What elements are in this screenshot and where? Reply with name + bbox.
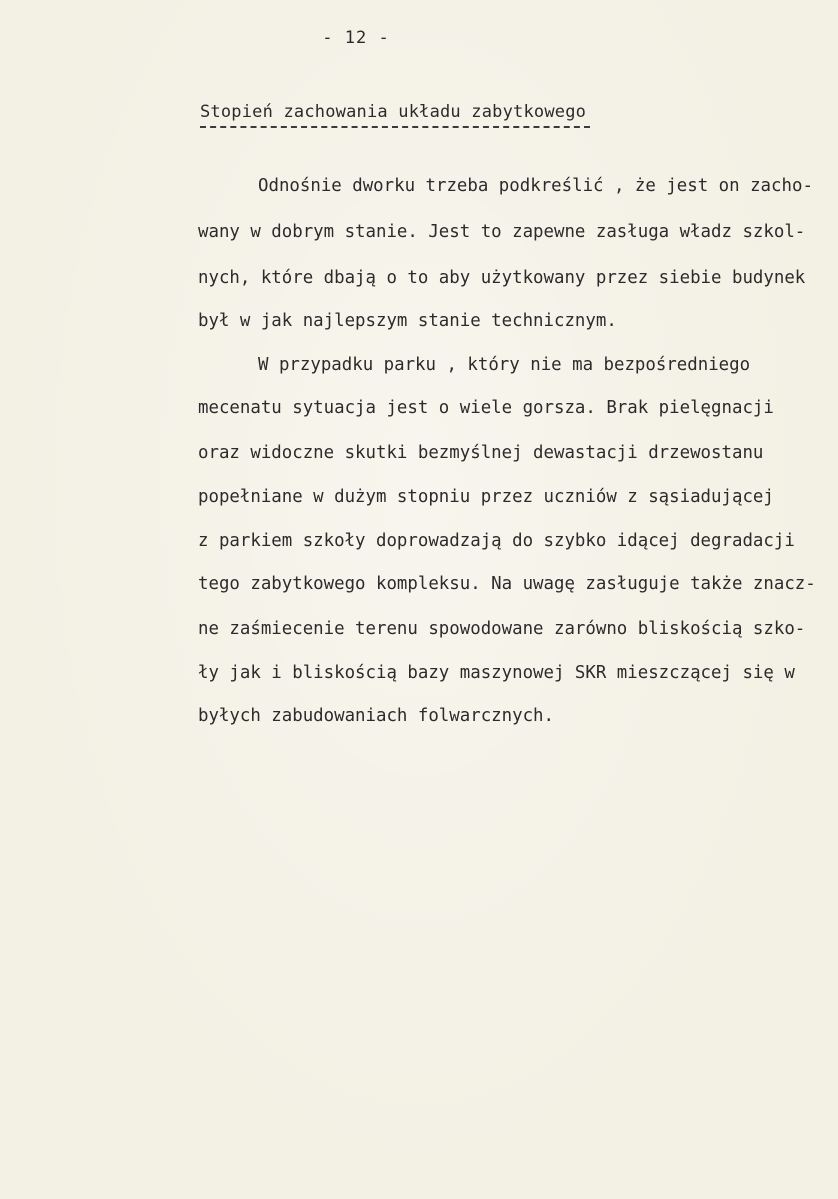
section-heading: Stopień zachowania układu zabytkowego bbox=[200, 102, 587, 122]
paragraph-2-line-7: ne zaśmiecenie terenu spowodowane zarówno bliskością szko- bbox=[198, 619, 806, 639]
paragraph-2-line-6: tego zabytkowego kompleksu. Na uwagę zasługuje także znacz- bbox=[198, 574, 816, 594]
paragraph-1-line-4: był w jak najlepszym stanie technicznym. bbox=[198, 311, 617, 331]
paragraph-1-line-3: nych, które dbają o to aby użytkowany przez siebie budynek bbox=[198, 268, 806, 288]
heading-underline bbox=[200, 126, 590, 128]
paragraph-2-line-5: z parkiem szkoły doprowadzają do szybko idącej degradacji bbox=[198, 531, 795, 551]
paragraph-2-line-8: ły jak i bliskością bazy maszynowej SKR mieszczącej się w bbox=[198, 663, 795, 683]
paragraph-1-line-2: wany w dobrym stanie. Jest to zapewne zasługa władz szkol- bbox=[198, 222, 806, 242]
paragraph-1-line-1: Odnośnie dworku trzeba podkreślić , że jest on zacho- bbox=[258, 176, 813, 196]
paragraph-2-line-3: oraz widoczne skutki bezmyślnej dewastacji drzewostanu bbox=[198, 443, 764, 463]
paragraph-2-line-4: popełniane w dużym stopniu przez uczniów z sąsiadującej bbox=[198, 487, 774, 507]
paragraph-2-line-1: W przypadku parku , który nie ma bezpośredniego bbox=[258, 355, 751, 375]
paragraph-2-line-2: mecenatu sytuacja jest o wiele gorsza. Brak pielęgnacji bbox=[198, 398, 774, 418]
page-number: - 12 - bbox=[322, 28, 390, 48]
paragraph-2-line-9: byłych zabudowaniach folwarcznych. bbox=[198, 706, 554, 726]
